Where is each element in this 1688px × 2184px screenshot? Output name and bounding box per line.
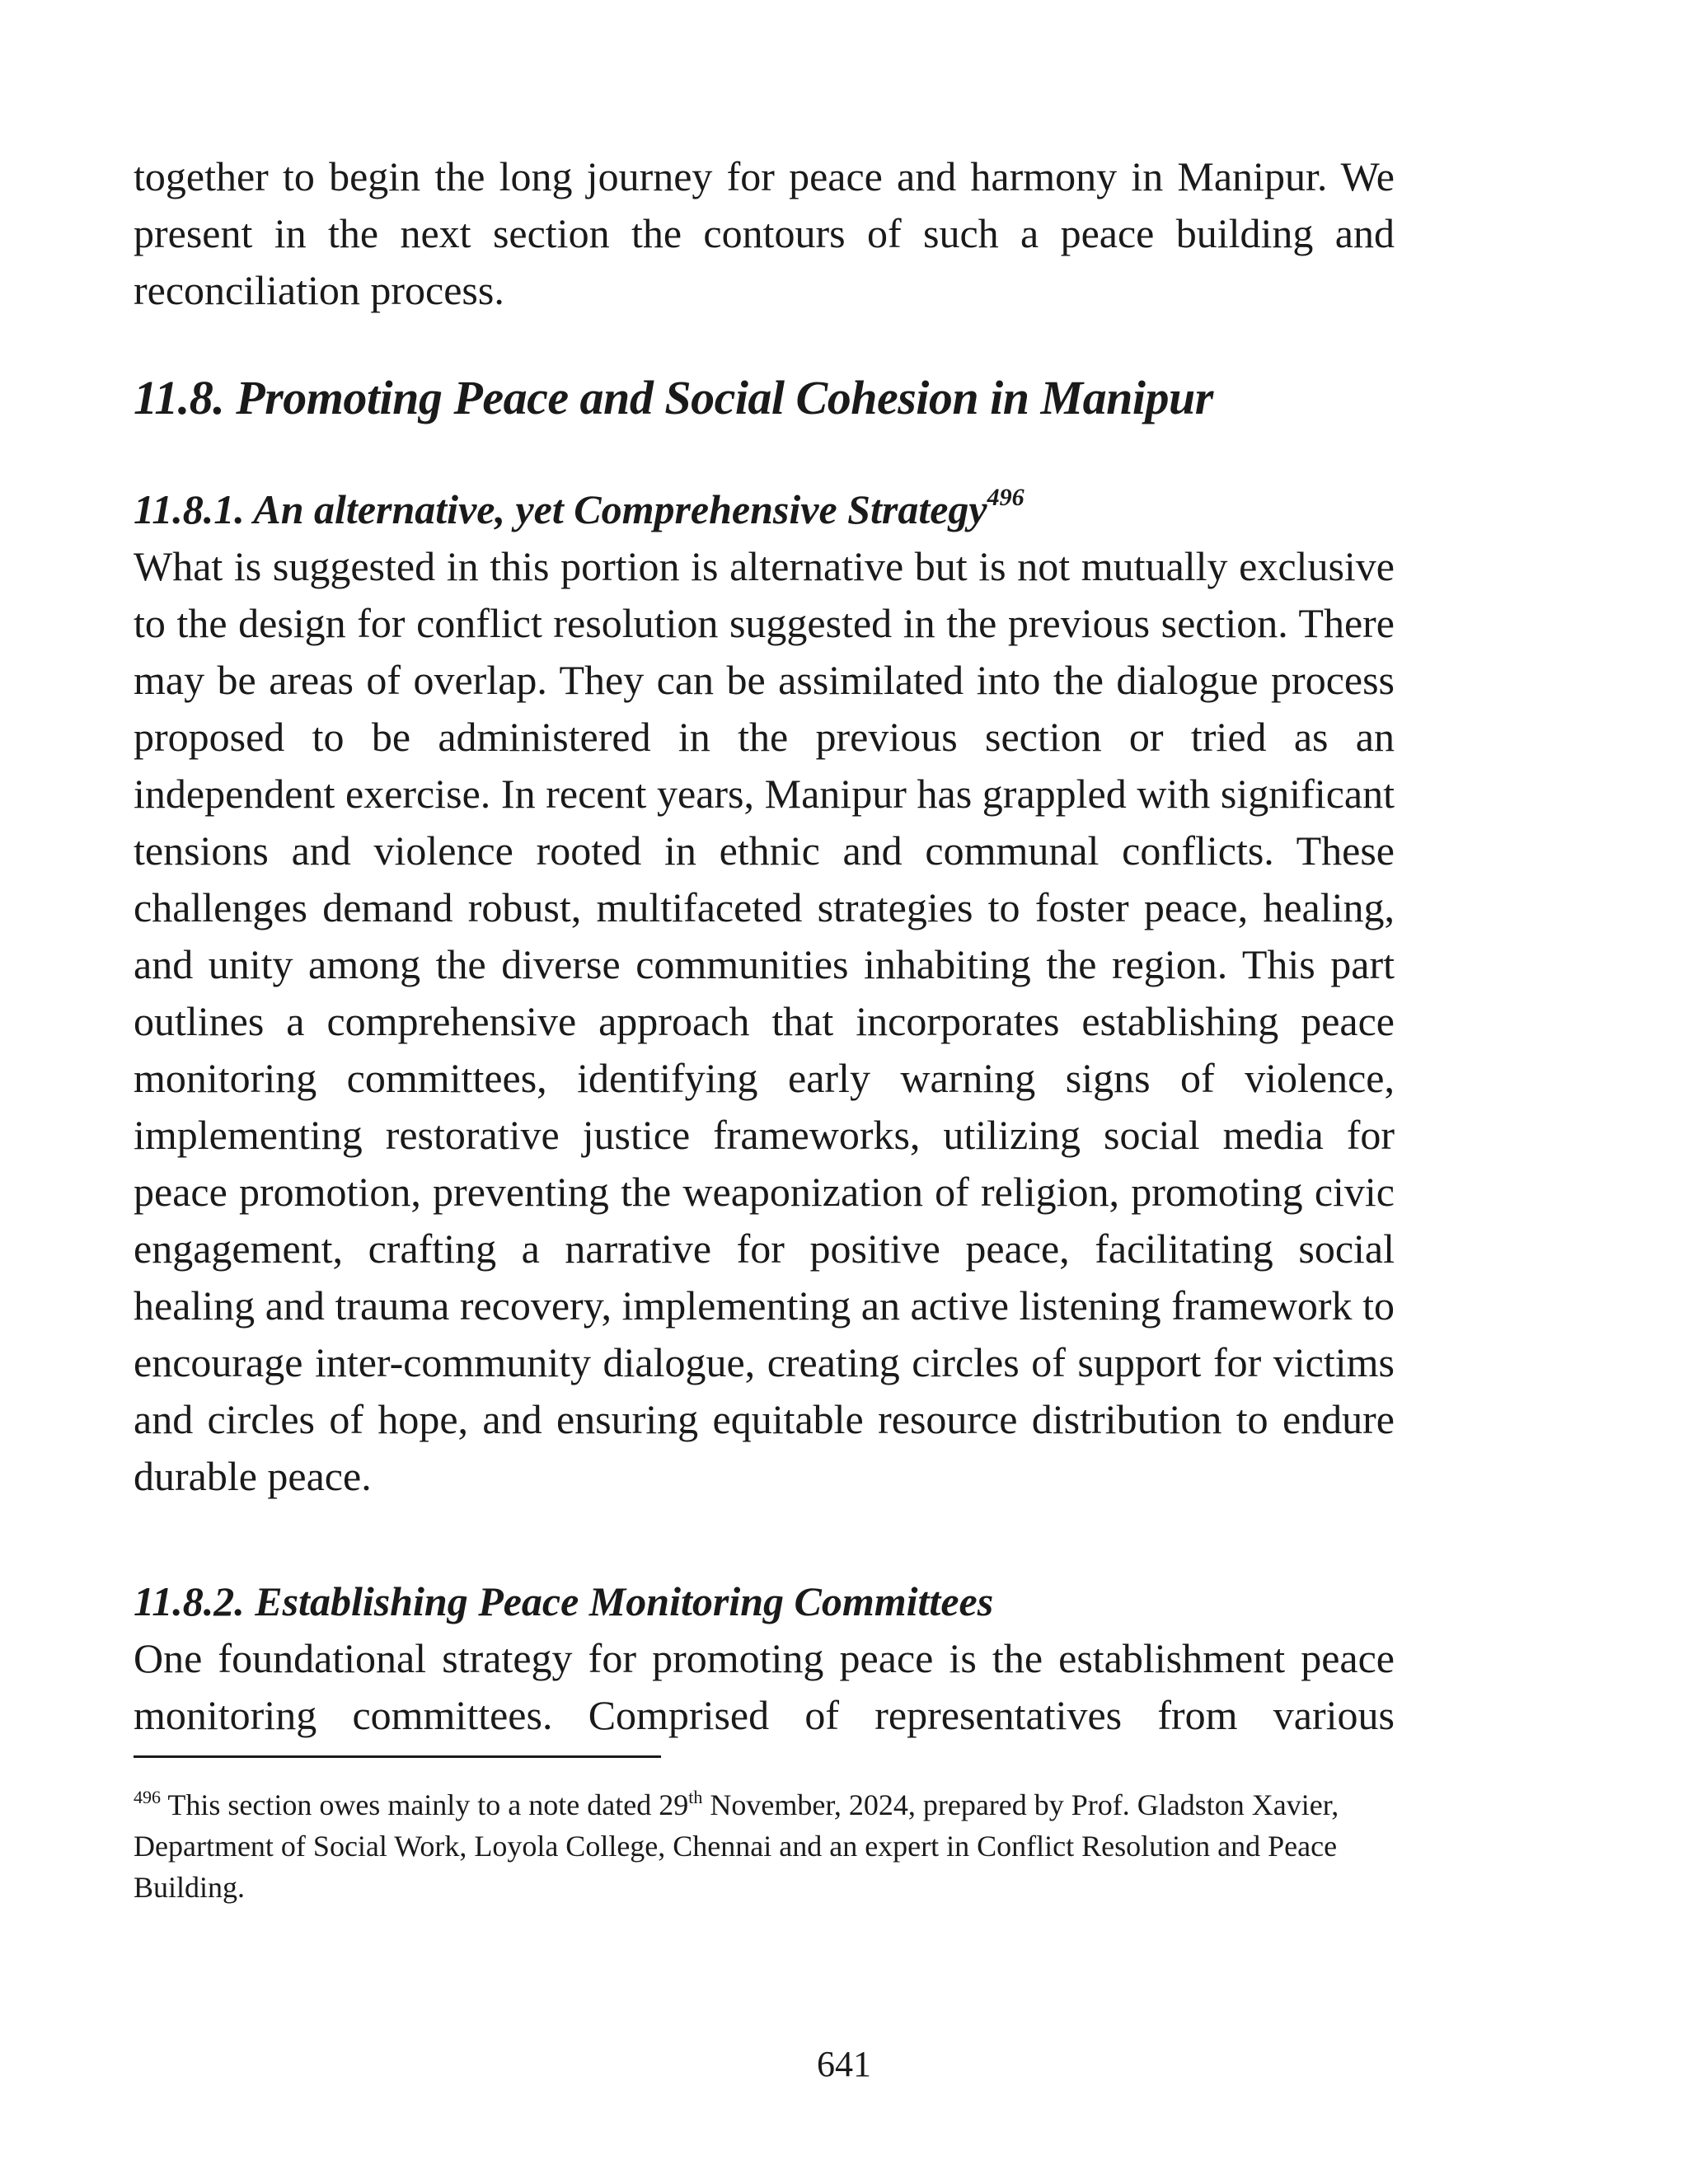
subsection-heading-1-text: 11.8.1. An alternative, yet Comprehensive Strategy xyxy=(134,486,987,532)
subsection-heading-2: 11.8.2. Establishing Peace Monitoring Committees xyxy=(134,1578,994,1624)
intro-paragraph: together to begin the long journey for peace and harmony in Manipur. We present in the next section the contours of such a peace building and reconciliation process. xyxy=(134,153,1395,313)
subsection-heading-1 xyxy=(134,480,1395,538)
footnote-reference[interactable]: 496 xyxy=(987,484,1025,511)
page-number: 641 xyxy=(817,2044,871,2084)
footnote-ordinal-suffix: th xyxy=(688,1787,703,1807)
footnote-number: 496 xyxy=(134,1787,161,1807)
subsection-paragraph-2: One foundational strategy for promoting peace is the establishment peace monitoring committees. Comprised of representatives from various xyxy=(134,1635,1395,1738)
page-content xyxy=(134,148,1395,1744)
footnote xyxy=(134,1784,1395,1908)
footnote-divider xyxy=(134,1755,661,1758)
subsection-paragraph-1: What is suggested in this portion is alternative but is not mutually exclusive to the design for conflict resolution suggested in the previous section. There may be areas of overlap. They can be assimilated into the dialogue process proposed to be administered in the previous section or tried as an independent exercise. In recent years, Manipur has grappled with significant tensions and violence rooted in ethnic and communal conflicts. These challenges demand robust, multifaceted strategies to foster peace, healing, and unity among the diverse communities inhabiting the region. This part outlines a comprehensive approach that incorporates establishing peace monitoring committees, identifying early warning signs of violence, implementing restorative justice frameworks, utilizing social media for peace promotion, preventing the weaponization of religion, promoting civic engagement, crafting a narrative for positive peace, facilitating social healing and trauma recovery, implementing an active listening framework to encourage inter-community dialogue, creating circles of support for victims and circles of hope, and ensuring equitable resource distribution to endure durable peace. xyxy=(134,543,1395,1499)
footnote-text-before: This section owes mainly to a note dated 29 xyxy=(167,1788,689,1821)
section-heading: 11.8. Promoting Peace and Social Cohesion in Manipur xyxy=(134,371,1213,424)
footnote-text-after: November, 2024, prepared by Prof. Gladston Xavier, Department of Social Work, Loyola College, Chennai and an expert in Conflict Resolution and Peace Building. xyxy=(134,1788,1339,1904)
